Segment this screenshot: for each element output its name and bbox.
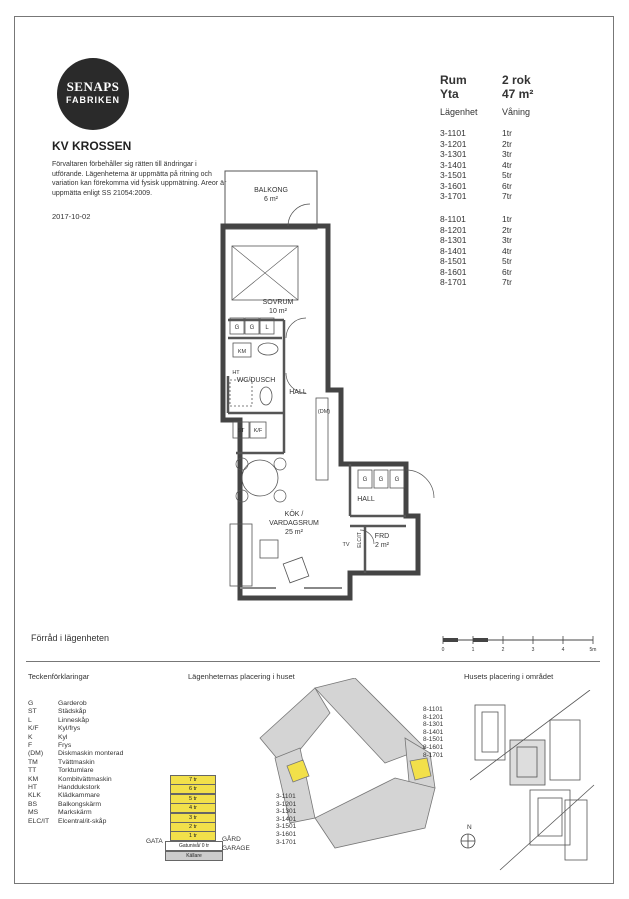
placement-unit: 8-1601 (423, 743, 444, 751)
legend-value: Städskåp (58, 708, 87, 716)
legend-value: Diskmaskin monterad (58, 750, 124, 758)
legend-item (28, 776, 123, 784)
unit-row (440, 128, 512, 139)
legend-item (28, 725, 123, 733)
unit-id: 8-1601 (440, 266, 467, 277)
unit-floor: 7tr (502, 277, 512, 287)
unit-id: 3-1401 (440, 159, 467, 170)
yard-label: GÅRD (222, 836, 241, 843)
north-label: N (467, 824, 472, 831)
placement-unit: 8-1301 (423, 721, 444, 729)
room-wc: WC/DUSCH (236, 377, 276, 384)
scale-tick-label: 5m (589, 647, 597, 653)
unit-floor: 4tr (502, 159, 512, 170)
ground-floor-box: Gatunivå/ 0 tr (165, 841, 223, 851)
cellar-box: Källare (165, 851, 223, 861)
unit-row (440, 225, 512, 236)
unit-floor: 5tr (502, 256, 512, 266)
apartment-info (440, 73, 533, 117)
scale-tick-label: 2 (501, 647, 505, 653)
legend-key: L (28, 716, 32, 724)
unit-row (440, 277, 512, 288)
legend-value: Torktumlare (58, 767, 94, 775)
scale-tick-label: 1 (471, 647, 475, 653)
legend-key: F (28, 742, 33, 750)
svg-text:G: G (249, 325, 255, 331)
unit-row (440, 149, 512, 160)
placement-unit: 8-1701 (423, 751, 444, 759)
placement-unit: 3-1201 (276, 800, 297, 808)
svg-text:G: G (234, 325, 240, 331)
unit-list-8 (440, 214, 512, 288)
legend-key: BS (28, 800, 38, 808)
room-sovrum: SOVRUM (262, 299, 294, 306)
legend-key: MS (28, 809, 39, 817)
placement-title: Lägenheternas placering i huset (188, 672, 295, 681)
floor-box: 5 tr (170, 794, 216, 804)
floor-box: 6 tr (170, 784, 216, 794)
legend-value: Kombitvättmaskin (58, 775, 112, 783)
room-kok-1: KÖK / (284, 511, 304, 518)
unit-id: 8-1301 (440, 235, 467, 245)
floor-box: 3 tr (170, 813, 216, 823)
room-frd: FRD (374, 533, 390, 540)
sink (258, 343, 278, 355)
legend-key: TM (28, 758, 38, 766)
room-hall: HALL (289, 389, 307, 396)
svg-text:G: G (378, 477, 384, 483)
unit-id: 8-1401 (440, 245, 467, 256)
placement-unit: 3-1301 (276, 808, 297, 816)
unit-floor: 3tr (502, 149, 512, 159)
room-balkong: BALKONG (254, 187, 288, 194)
unit-floor: 6tr (502, 266, 512, 277)
unit-list-left (276, 793, 296, 846)
legend-item (28, 717, 123, 725)
unit-row (440, 170, 512, 181)
placement-unit: 8-1101 (423, 706, 443, 713)
unit-floor: 5tr (502, 170, 512, 180)
placement-unit: 8-1501 (423, 736, 444, 744)
svg-text:ELC/IT: ELC/IT (357, 532, 363, 548)
legend-key: KM (28, 775, 39, 783)
unit-row (440, 246, 512, 257)
floor-plan (200, 168, 440, 608)
legend-item (28, 708, 123, 716)
legend-item (28, 784, 123, 792)
unit-row (440, 139, 512, 150)
brand-logo: SENAPS FABRIKEN (57, 58, 129, 130)
svg-text:L: L (265, 325, 269, 331)
legend-key: ELC/IT (28, 817, 50, 825)
unit-row (440, 160, 512, 171)
unit-id: 8-1201 (440, 224, 467, 235)
legend-key: K (28, 733, 33, 741)
unit-row (440, 256, 512, 267)
unit-id: 3-1701 (440, 191, 467, 201)
unit-row (440, 191, 512, 202)
placement-unit: 8-1401 (423, 728, 444, 736)
legend-item (28, 818, 123, 826)
unit-floor: 7tr (502, 191, 512, 201)
dining-table (242, 460, 278, 496)
legend-item (28, 792, 123, 800)
legend-key: KLK (28, 792, 41, 800)
room-hall-2: HALL (357, 496, 375, 503)
unit-list-3 (440, 128, 512, 202)
scale-tick-label: 4 (561, 647, 565, 653)
floor-box: 7 tr (170, 775, 216, 785)
project-title: KV KROSSEN (52, 139, 132, 153)
legend-key: (DM) (28, 750, 44, 758)
legend-item (28, 809, 123, 817)
storage-note: Förråd i lägenheten (31, 633, 110, 643)
toilet (260, 387, 272, 405)
legend-item (28, 767, 123, 775)
legend-key: HT (28, 784, 38, 792)
legend-key: G (28, 700, 34, 707)
plan-date: 2017-10-02 (52, 212, 91, 221)
armchair (283, 557, 309, 583)
floor-stack (170, 775, 216, 861)
floor-box: 1 tr (170, 831, 216, 841)
unit-floor: 4tr (502, 245, 512, 256)
unit-floor: 2tr (502, 224, 512, 235)
unit-row (440, 267, 512, 278)
room-sovrum-area: 10 m² (269, 308, 287, 315)
legend-value: Klädkammare (58, 792, 100, 800)
floor-box: 2 tr (170, 822, 216, 832)
legend-title: Teckenförklaringar (28, 672, 90, 681)
svg-text:G: G (394, 477, 400, 483)
unit-id: 3-1201 (440, 138, 467, 149)
disclaimer-note: Förvaltaren förbehåller sig rätten till ändringar i utförande. Lägenheterna är uppmätta på ritning och variation kan förekomma vid fysisk uppmätning. Areor är uppmätta enligt SS 21054:2009. (52, 161, 227, 197)
room-frd-area: 2 m² (375, 542, 389, 549)
garage-label: GARAGE (222, 845, 250, 852)
coffee-table (260, 540, 278, 558)
legend-value: Kyl/frys (58, 725, 81, 733)
legend-key: ST (28, 708, 37, 716)
unit-floor: 1tr (502, 214, 512, 224)
unit-id: 8-1501 (440, 256, 467, 266)
unit-row (440, 181, 512, 192)
floor-box: 4 tr (170, 803, 216, 813)
divider (26, 661, 600, 662)
room-balkong-area: 6 m² (264, 196, 278, 203)
legend-item (28, 742, 123, 750)
unit-id: 3-1601 (440, 180, 467, 191)
legend-value: Handdukstork (58, 784, 100, 792)
placement-unit: 3-1101 (276, 793, 296, 800)
legend-key: TT (28, 767, 37, 775)
scale-tick-label: 0 (441, 647, 445, 653)
legend-value: Balkongskärm (58, 800, 102, 808)
scale-tick-label: 3 (531, 647, 535, 653)
legend-item (28, 801, 123, 809)
svg-text:KM: KM (237, 349, 247, 355)
svg-text:HT: HT (232, 370, 240, 376)
placement-unit: 3-1701 (276, 838, 297, 846)
placement-unit: 8-1201 (423, 713, 444, 721)
unit-id: 3-1101 (440, 128, 466, 138)
room-kok-area: 25 m² (285, 529, 303, 536)
unit-floor: 3tr (502, 235, 512, 245)
placement-unit: 3-1401 (276, 815, 297, 823)
placement-unit: 3-1601 (276, 830, 297, 838)
area-title: Husets placering i området (464, 672, 554, 681)
unit-list-right (423, 706, 443, 759)
legend-value: Markskärm (58, 809, 92, 817)
unit-id: 8-1101 (440, 214, 466, 224)
legend-value: Kyl (58, 733, 68, 741)
area-map (470, 690, 595, 875)
rooms-value: 2 rok (502, 73, 531, 87)
legend-value: Garderob (58, 700, 87, 707)
placement-unit: 3-1501 (276, 823, 297, 831)
scale-bar (440, 634, 600, 654)
room-kok-2: VARDAGSRUM (269, 520, 319, 527)
unit-column-header: Lägenhet (440, 107, 478, 117)
unit-row (440, 214, 512, 225)
legend-item (28, 734, 123, 742)
street-label: GATA (146, 838, 163, 845)
rooms-label: Rum (440, 73, 467, 87)
unit-id: 8-1701 (440, 277, 467, 287)
unit-floor: 6tr (502, 180, 512, 191)
svg-text:G: G (362, 477, 368, 483)
svg-text:K/F: K/F (253, 428, 263, 434)
legend-key: K/F (28, 725, 39, 733)
unit-floor: 1tr (502, 128, 512, 138)
area-label: Yta (440, 87, 459, 101)
legend-value: Linneskåp (58, 716, 89, 724)
unit-floor: 2tr (502, 138, 512, 149)
svg-text:(DM): (DM) (317, 409, 331, 415)
unit-row (440, 235, 512, 246)
legend-value: Tvättmaskin (58, 758, 95, 766)
svg-text:TV: TV (342, 542, 350, 548)
legend-item (28, 750, 123, 758)
unit-id: 3-1301 (440, 149, 467, 159)
legend-item (28, 759, 123, 767)
area-value: 47 m² (502, 87, 534, 101)
unit-id: 3-1501 (440, 170, 467, 180)
svg-text:ST: ST (237, 428, 245, 434)
legend-value: Elcentral/it-skåp (58, 817, 107, 825)
legend-value: Frys (58, 742, 72, 750)
floor-column-header: Våning (502, 107, 531, 117)
legend-list (28, 700, 123, 826)
